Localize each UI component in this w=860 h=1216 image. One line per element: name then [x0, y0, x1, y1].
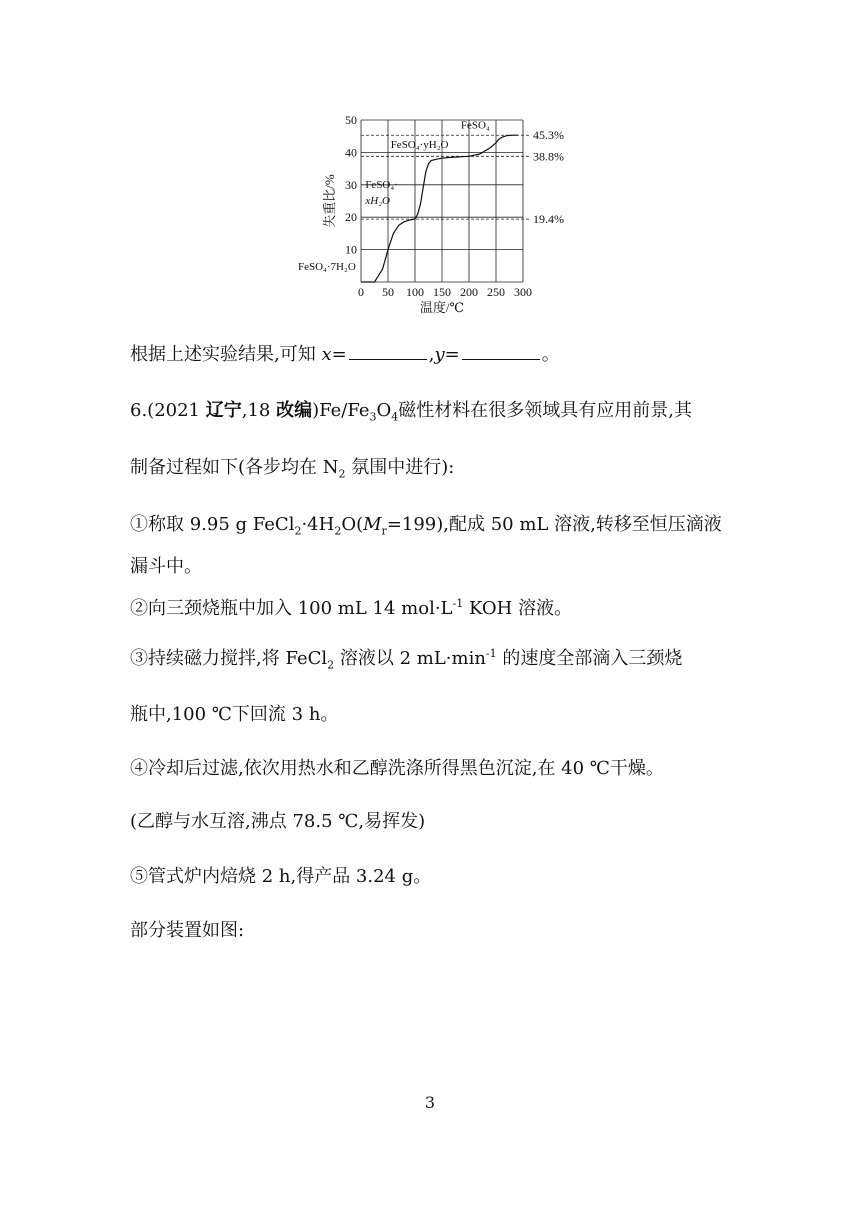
step-2 [130, 597, 572, 621]
step-3-line2: 瓶中,100 ℃下回流 3 h。 [130, 704, 339, 725]
subscript: 3 [369, 410, 377, 424]
step-4: ④冷却后过滤,依次用热水和乙醇洗涤所得黑色沉淀,在 40 ℃干燥。 [130, 758, 664, 779]
formula-o: O [376, 400, 392, 421]
y-tick-label: 30 [345, 177, 357, 192]
subscript: r [381, 524, 387, 538]
step3-text-b: 溶液以 2 mL·min [334, 648, 486, 669]
intro-line2-a: 制备过程如下(各步均在 N [130, 457, 339, 478]
annotation-start-compound: FeSO₄·7H₂O [298, 260, 356, 273]
tga-curve [361, 135, 518, 282]
x-tick-label: 150 [433, 285, 451, 299]
x-tick-label: 200 [460, 285, 478, 299]
period: 。 [541, 344, 560, 365]
ethanol-note: (乙醇与水互溶,沸点 78.5 ℃,易挥发) [130, 811, 426, 832]
annotation-stage-x-line1: FeSO₄· [365, 179, 398, 192]
x-tick-label: 0 [358, 285, 364, 299]
step-1-line2: 漏斗中。 [130, 556, 202, 577]
page-number: 3 [424, 1093, 436, 1112]
x-tick-label: 100 [406, 285, 424, 299]
x-tick-label: 300 [514, 285, 532, 299]
superscript: -1 [485, 647, 497, 660]
intro-text: 磁性材料在很多领域具有应用前景,其 [398, 400, 693, 421]
reference-label: 45.3% [533, 128, 564, 143]
step2-text-a: ②向三颈烧瓶中加入 100 mL 14 mol·L [130, 598, 453, 619]
step3-text-a: ③持续磁力搅拌,将 FeCl [130, 648, 328, 669]
formula-fe: )Fe/Fe [312, 400, 370, 421]
reference-label: 38.8% [533, 149, 564, 164]
intro-line2-b: 氛围中进行): [345, 457, 455, 478]
question-prefix: 根据上述实验结果,可知 [130, 344, 322, 365]
y-tick-label: 10 [345, 242, 357, 257]
subscript: 4 [391, 410, 399, 424]
molar-mass-symbol: M [363, 514, 382, 535]
problem-number-year: 6.(2021 [130, 400, 206, 421]
subscript: 2 [327, 658, 335, 672]
subscript: 2 [338, 467, 346, 481]
step3-text-c: 的速度全部滴入三颈烧 [496, 648, 683, 669]
y-answer-blank[interactable] [462, 343, 540, 360]
tga-chart-svg [290, 110, 590, 320]
x-answer-blank[interactable] [349, 343, 427, 360]
step-1 [130, 513, 722, 537]
tga-chart [290, 110, 590, 320]
y-axis-label: 失重比/% [322, 174, 337, 228]
reference-label: 19.4% [533, 212, 564, 227]
subscript: 2 [294, 524, 302, 538]
comma: , [241, 400, 248, 421]
step1-text-a: ①称取 9.95 g FeCl [130, 514, 295, 535]
annotation-stage-y: FeSO₄·yH₂O [390, 138, 449, 151]
province-label: 辽宁 [205, 400, 242, 421]
step2-text-b: KOH 溶液。 [463, 598, 573, 619]
x-variable: x [321, 344, 332, 365]
apparatus-caption: 部分装置如图: [130, 920, 245, 941]
step-5: ⑤管式炉内焙烧 2 h,得产品 3.24 g。 [130, 866, 432, 887]
step-3 [130, 647, 682, 671]
question-line: 根据上述实验结果,可知 x= ,y= 。 [130, 344, 560, 365]
problem-6-header [130, 399, 692, 423]
x-tick-label: 250 [487, 285, 505, 299]
separator: , [428, 344, 435, 365]
step1-text-b: ·4H [301, 514, 335, 535]
subscript: 2 [334, 524, 342, 538]
y-variable: y [434, 344, 445, 365]
y-tick-label: 40 [345, 145, 357, 160]
step1-text-c: O( [341, 514, 364, 535]
question-index: 18 [247, 400, 277, 421]
superscript: -1 [452, 597, 464, 610]
problem-6-line2 [130, 456, 454, 480]
x-tick-label: 50 [382, 285, 394, 299]
x-axis-label: 温度/℃ [419, 300, 465, 315]
step1-text-d: =199),配成 50 mL 溶液,转移至恒压滴液 [386, 514, 722, 535]
y-tick-label: 50 [345, 113, 357, 127]
annotation-end-compound: FeSO₄ [460, 119, 490, 132]
y-tick-label: 20 [345, 210, 357, 225]
annotation-stage-x-line2: xH₂O [365, 195, 390, 208]
adapted-label: 改编 [276, 400, 313, 421]
